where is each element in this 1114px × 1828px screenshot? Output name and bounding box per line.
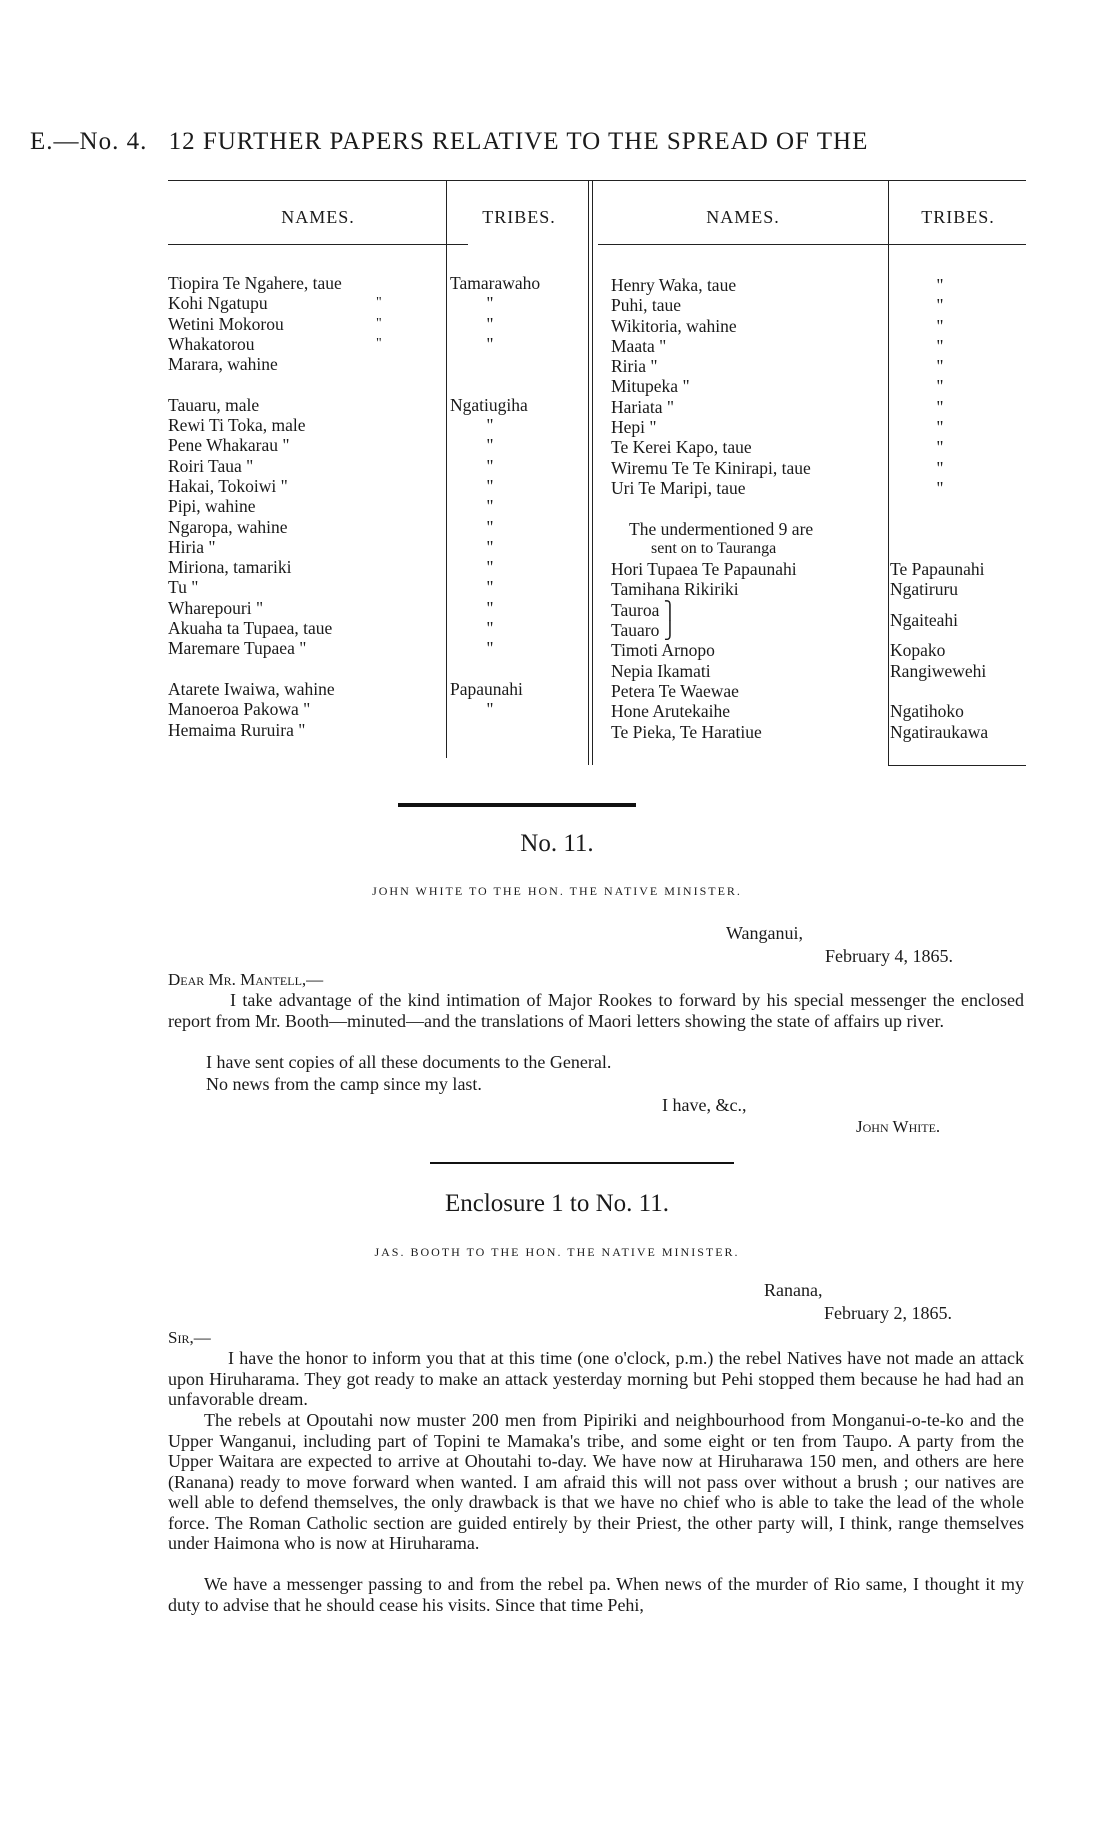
table-row: Tamihana Rikiriki bbox=[611, 579, 739, 600]
right-tribes-column bbox=[890, 275, 1026, 742]
tribe-cell: " bbox=[936, 457, 944, 478]
column-divider bbox=[588, 180, 589, 765]
letter-paragraph: I have sent copies of all these documents to the General. bbox=[206, 1052, 612, 1072]
left-names-column bbox=[168, 273, 443, 740]
tribe-cell: " bbox=[486, 577, 494, 598]
tribe-cell: Papaunahi bbox=[450, 678, 523, 699]
tribe-cell: Ngatiraukawa bbox=[890, 721, 989, 742]
tribe-cell: " bbox=[936, 356, 944, 377]
tribe-cell: " bbox=[936, 396, 944, 417]
tribe-cell bbox=[450, 720, 588, 740]
letter-paragraph: I take advantage of the kind intimation of Major Rookes to forward by his special messenger the enclosed report from Mr. Booth—minuted—and the translations of Maori letters showing the state of affairs up river. bbox=[168, 990, 1024, 1031]
table-top-rule bbox=[168, 180, 1026, 181]
report-reference: E.—No. 4. bbox=[30, 128, 148, 155]
table-row: Hiria " bbox=[168, 536, 216, 557]
table-row: Hori Tupaea Te Papaunahi bbox=[611, 559, 797, 580]
table-row: Rewi Ti Toka, male bbox=[168, 415, 306, 436]
enclosure-date: February 2, 1865. bbox=[824, 1303, 952, 1323]
table-row: Maata " bbox=[611, 335, 667, 356]
table-row: Akuaha ta Tupaea, taue bbox=[168, 618, 333, 639]
enclosure-paragraph: We have a messenger passing to and from the rebel pa. When news of the murder of Rio same, I thought it my duty to advise that he should cease his visits. Since that time Pehi, bbox=[168, 1574, 1024, 1615]
table-row: Wharepouri " bbox=[168, 597, 264, 618]
table-header-rule-right bbox=[598, 244, 1026, 245]
tribe-cell: " bbox=[486, 699, 494, 720]
letter-number: No. 11. bbox=[520, 830, 594, 857]
right-names-column bbox=[611, 275, 886, 742]
table-row: Te Kerei Kapo, taue bbox=[611, 437, 752, 458]
table-row: Tauroa ⎫ bbox=[611, 599, 677, 620]
tribe-cell: " bbox=[936, 315, 944, 336]
tribes-header: TRIBES. bbox=[921, 207, 995, 227]
table-row: Wikitoria, wahine bbox=[611, 315, 737, 336]
tribe-cell: " bbox=[486, 618, 494, 639]
table-row: Roiri Taua " bbox=[168, 455, 254, 476]
letter-date: February 4, 1865. bbox=[825, 946, 953, 966]
tribe-cell: " bbox=[486, 516, 494, 537]
table-row: Mitupeka " bbox=[611, 376, 690, 397]
table-row: Puhi, taue bbox=[611, 295, 681, 316]
table-row: Manoeroa Pakowa " bbox=[168, 699, 311, 720]
column-divider bbox=[446, 180, 447, 758]
table-row: Miriona, tamariki bbox=[168, 557, 292, 578]
tribe-cell: " bbox=[936, 376, 944, 397]
tribe-cell: Te Papaunahi bbox=[890, 559, 985, 580]
brace-icon: ⎭ bbox=[659, 621, 677, 641]
table-row bbox=[168, 374, 443, 394]
tribe-cell: " bbox=[486, 455, 494, 476]
tribe-cell: " bbox=[936, 437, 944, 458]
tribe-cell: " bbox=[486, 293, 494, 314]
table-note: The undermentioned 9 are bbox=[629, 518, 814, 539]
table-row: Hakai, Tokoiwi " bbox=[168, 475, 288, 496]
section-divider bbox=[430, 1162, 734, 1164]
table-row: Ngaropa, wahine bbox=[168, 516, 288, 537]
tribe-cell bbox=[450, 374, 588, 394]
tribe-cell: Ngatiugiha bbox=[450, 394, 528, 415]
names-tribes-table bbox=[168, 180, 1026, 765]
table-row bbox=[168, 659, 443, 679]
tribe-cell: " bbox=[486, 597, 494, 618]
table-row: Atarete Iwaiwa, wahine bbox=[168, 678, 335, 699]
tribe-cell: " bbox=[936, 335, 944, 356]
tribe-cell: Kopako bbox=[890, 640, 946, 661]
left-tribes-column bbox=[450, 273, 588, 740]
page-header bbox=[30, 128, 1030, 156]
table-header-rule-left bbox=[168, 244, 468, 245]
tribe-cell: " bbox=[486, 475, 494, 496]
column-divider bbox=[888, 180, 889, 765]
letter-salutation: Dear Mr. Mantell,— bbox=[168, 970, 324, 989]
table-row: Maremare Tupaea " bbox=[168, 638, 307, 659]
letter-signature: John White. bbox=[856, 1117, 941, 1136]
tribe-cell: Ngatihoko bbox=[890, 701, 964, 722]
table-row: Timoti Arnopo bbox=[611, 640, 715, 661]
table-row: Whakatorou " bbox=[168, 333, 382, 354]
names-header: NAMES. bbox=[706, 207, 780, 227]
column-divider bbox=[592, 180, 593, 765]
brace-icon: ⎫ bbox=[659, 600, 677, 620]
tribe-cell: " bbox=[936, 477, 944, 498]
tribe-cell: " bbox=[486, 557, 494, 578]
letter-subtitle: JOHN WHITE TO THE HON. THE NATIVE MINISTER. bbox=[372, 884, 742, 898]
table-row: Riria " bbox=[611, 356, 658, 377]
table-row: Hariata " bbox=[611, 396, 675, 417]
tribe-cell: " bbox=[486, 496, 494, 517]
enclosure-paragraph: The rebels at Opoutahi now muster 200 men from Pipiriki and neighbourhood from Monganui-o-te-ko and the Upper Wanganui, including part of Topini te Mamaka's tribe, and some eight or ten from Taupo. A party from the Upper Waitara are expected to arrive at Ohoutahi to-day. We have now at Hiruharawa 150 men, and others are here (Ranana) ready to move forward when wanted. I am afraid this will not pass over without a brush ; our natives are well able to defend themselves, the only drawback is that we have no chief who is able to take the lead of the whole force. The Roman Catholic section are guided entirely by their Priest, the other party will, I think, range themselves under Haimona who is now at Hiruharama. bbox=[168, 1410, 1024, 1553]
table-row: Te Pieka, Te Haratiue bbox=[611, 721, 762, 742]
enclosure-salutation: Sir,— bbox=[168, 1328, 211, 1347]
table-bottom-rule bbox=[888, 765, 1026, 766]
enclosure-subtitle: JAS. BOOTH TO THE HON. THE NATIVE MINISTER. bbox=[374, 1245, 740, 1259]
table-row: Tauaru, male bbox=[168, 394, 260, 415]
table-row: Hemaima Ruruira " bbox=[168, 719, 306, 740]
tribe-cell: Rangiwewehi bbox=[890, 660, 987, 681]
tribe-cell: " bbox=[486, 435, 494, 456]
tribe-cell: " bbox=[486, 333, 494, 354]
table-row: Uri Te Maripi, taue bbox=[611, 477, 746, 498]
letter-closing: I have, &c., bbox=[662, 1095, 747, 1115]
enclosure-paragraph: I have the honor to inform you that at this time (one o'clock, p.m.) the rebel Natives have not made an attack upon Hiruharama. They got ready to make an attack yesterday morning but Pehi stopped them because he had had an unfavorable dream. bbox=[168, 1348, 1024, 1409]
table-row: Hepi " bbox=[611, 417, 657, 438]
page-number: 12 bbox=[168, 128, 196, 155]
table-row: Pene Whakarau " bbox=[168, 435, 290, 456]
tribe-cell: " bbox=[936, 275, 944, 295]
enclosure-title: Enclosure 1 to No. 11. bbox=[444, 1190, 670, 1217]
table-row: Pipi, wahine bbox=[168, 496, 256, 517]
tribe-cell bbox=[450, 354, 588, 374]
tribe-cell bbox=[450, 659, 588, 679]
enclosure-place: Ranana, bbox=[764, 1280, 823, 1300]
tribe-cell: Ngaiteahi bbox=[890, 609, 959, 630]
table-row: Tu " bbox=[168, 577, 199, 598]
tribe-cell: " bbox=[486, 415, 494, 436]
table-row: Tauaro ⎭ bbox=[611, 620, 677, 641]
tribe-cell: " bbox=[486, 536, 494, 557]
tribe-cell: Tamarawaho bbox=[450, 273, 541, 293]
tribe-cell: " bbox=[936, 295, 944, 316]
tribe-cell: " bbox=[936, 417, 944, 438]
running-title: FURTHER PAPERS RELATIVE TO THE SPREAD OF THE bbox=[202, 128, 869, 155]
table-row: Hone Arutekaihe bbox=[611, 701, 731, 722]
section-divider bbox=[398, 803, 636, 807]
table-row: Tiopira Te Ngahere, taue bbox=[168, 273, 342, 293]
table-row: Petera Te Waewae bbox=[611, 680, 739, 701]
letter-place: Wanganui, bbox=[726, 923, 804, 943]
table-row: Wetini Mokorou " bbox=[168, 313, 382, 334]
table-row: Henry Waka, taue bbox=[611, 275, 737, 295]
names-header: NAMES. bbox=[281, 207, 355, 227]
table-row: Wiremu Te Te Kinirapi, taue bbox=[611, 457, 811, 478]
table-row: Nepia Ikamati bbox=[611, 660, 711, 681]
tribe-cell: Ngatiruru bbox=[890, 579, 959, 600]
table-note: sent on to Tauranga bbox=[651, 539, 777, 557]
letter-paragraph: No news from the camp since my last. bbox=[206, 1074, 482, 1094]
tribe-cell: " bbox=[486, 313, 494, 334]
tribes-header: TRIBES. bbox=[482, 207, 556, 227]
tribe-cell: " bbox=[486, 638, 494, 659]
table-row: Marara, wahine bbox=[168, 354, 278, 375]
table-row: Kohi Ngatupu " bbox=[168, 293, 382, 314]
